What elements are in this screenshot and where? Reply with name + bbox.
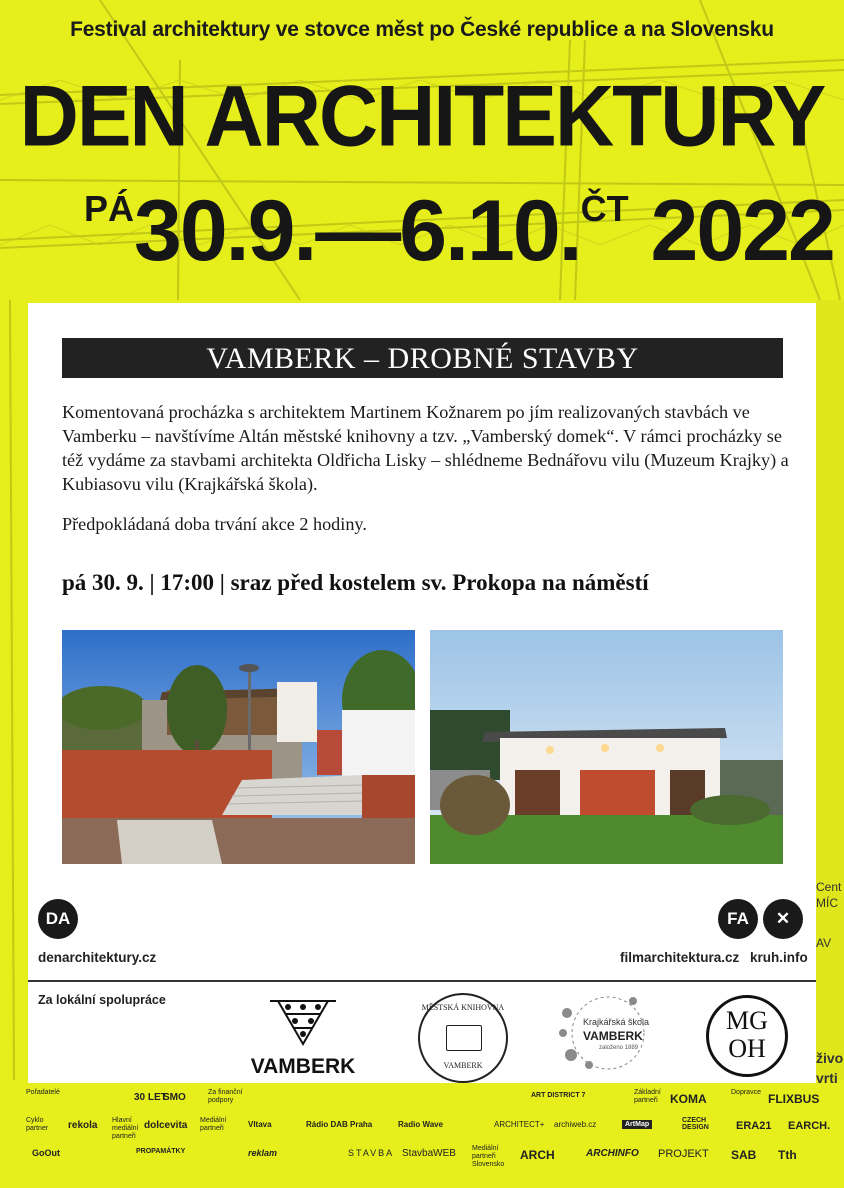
festival-year: 2022 xyxy=(650,183,834,279)
side-text-2: MÍC xyxy=(816,896,838,910)
sponsor-tth: Tth xyxy=(778,1148,797,1162)
lace-school-founded: založeno 1889 xyxy=(599,1045,639,1051)
sponsor-radio-wave: Radio Wave xyxy=(398,1120,444,1129)
photo-library-pavilion xyxy=(62,630,415,864)
sponsor-radio-dab: Rádio DAB Praha xyxy=(306,1120,373,1129)
side-text-3: AV xyxy=(816,936,832,950)
date-range: 30.9.—6.10. xyxy=(134,183,581,279)
festival-dates xyxy=(84,182,834,281)
sponsor-rekola: rekola xyxy=(68,1120,98,1131)
library-seal-bottom: VAMBERK xyxy=(443,1061,483,1070)
sponsor-vltava: Vltava xyxy=(248,1120,272,1129)
sponsor-sab: SAB xyxy=(731,1148,757,1162)
lace-school-name: Krajkářská škola xyxy=(583,1017,650,1027)
da-url-link[interactable]: denarchitektury.cz xyxy=(38,950,157,965)
close-x-logo[interactable]: ✕ xyxy=(763,899,803,939)
sponsor-dolcevita: dolcevita xyxy=(144,1120,188,1131)
label-cycle-partner: Cyklo partner xyxy=(26,1117,49,1132)
divider xyxy=(28,980,816,982)
label-media-partners-slovakia: Mediální partneři Slovensko xyxy=(472,1145,505,1168)
sponsor-propamatky: PROPAMÁTKY xyxy=(136,1148,186,1155)
kruh-url-link[interactable]: kruh.info xyxy=(750,950,808,965)
sponsor-koma: KOMA xyxy=(670,1092,707,1106)
local-partners-label: Za lokální spolupráce xyxy=(38,993,166,1007)
sponsor-smo: SMO xyxy=(163,1092,186,1103)
sponsor-archiweb: archiweb.cz xyxy=(554,1120,597,1129)
sponsor-row-3 xyxy=(26,1142,818,1168)
sponsor-archinfo: ARCHINFO xyxy=(586,1148,639,1159)
label-organizers: Pořadatelé xyxy=(26,1089,60,1096)
library-seal xyxy=(418,993,508,1083)
label-carrier: Dopravce xyxy=(731,1089,761,1096)
mgoh-bottom: OH xyxy=(728,1034,766,1063)
side-text-5: vrti xyxy=(816,1070,838,1086)
sponsor-earch: EARCH. xyxy=(788,1120,831,1132)
festival-title: DEN ARCHITEKTURY xyxy=(19,68,825,165)
label-basic-partners: Základní partneři xyxy=(634,1089,661,1104)
vamberk-logo-text: VAMBERK xyxy=(250,1055,356,1078)
year xyxy=(629,183,651,279)
label-financial-support: Za finanční podpory xyxy=(208,1089,243,1104)
event-duration: Předpokládaná doba trvání akce 2 hodiny. xyxy=(62,514,367,534)
sponsor-art-district: ART DISTRICT 7 xyxy=(531,1092,586,1099)
side-text-4: živo xyxy=(816,1050,844,1066)
sponsor-strip xyxy=(26,1086,831,1172)
da-logo[interactable]: DA xyxy=(38,899,78,939)
sponsor-arch: ARCH xyxy=(520,1148,555,1162)
sponsor-stavba: STAVBA xyxy=(348,1148,395,1158)
label-media-partners: Mediální partneři xyxy=(200,1117,227,1132)
sponsor-architect: ARCHITECT+ xyxy=(494,1120,545,1129)
sponsor-artmap: ArtMap xyxy=(622,1120,652,1129)
mgoh-top: MG xyxy=(726,1006,768,1035)
vamberk-hearts-icon xyxy=(233,996,373,1048)
lace-school-town: VAMBERK xyxy=(583,1029,643,1043)
lace-school-logo xyxy=(553,993,663,1073)
sponsor-goout: GoOut xyxy=(32,1148,60,1158)
fa-logo[interactable]: FA xyxy=(718,899,758,939)
event-schedule: pá 30. 9. | 17:00 | sraz před kostelem sv. Prokopa na náměstí xyxy=(62,570,649,595)
book-icon xyxy=(446,1025,482,1051)
event-heading: VAMBERK – DROBNÉ STAVBY xyxy=(62,338,783,378)
sponsor-era21: ERA21 xyxy=(736,1120,772,1132)
event-description-block xyxy=(62,400,792,552)
event-description: Komentovaná procházka s architektem Martinem Kožnarem po jím realizovaných stavbách ve Vamberku – navštívíme Altán městské knihovny a tzv. „Vamberský domek“. V rámci procházky se též vydáme za stavbami architekta Oldřicha Lisky – shlédneme Bednářovu vilu (Muzeum Krajky) a Kubiasovu vilu (Krajkářská škola). xyxy=(62,402,789,494)
sponsor-reklam: reklam xyxy=(248,1148,278,1158)
mgoh-logo xyxy=(706,995,788,1077)
side-text-1: Cent xyxy=(816,880,842,894)
event-card xyxy=(28,303,816,1083)
sponsor-row-1 xyxy=(26,1086,818,1112)
label-main-media: Hlavní mediální partneři xyxy=(112,1117,139,1140)
day-end: ČT xyxy=(580,188,629,229)
sponsor-czech-design: CZECH DESIGN xyxy=(682,1117,709,1131)
photo-vambersky-domek xyxy=(430,630,783,864)
sponsor-flixbus: FLIXBUS xyxy=(768,1092,820,1106)
sponsor-projekt: PROJEKT xyxy=(658,1148,709,1160)
festival-tagline: Festival architektury ve stovce měst po České republice a na Slovensku xyxy=(70,18,774,41)
library-seal-top: MĚSTSKÁ KNIHOVNA xyxy=(421,1003,505,1012)
day-start: PÁ xyxy=(84,188,135,229)
fa-url-link[interactable]: filmarchitektura.cz xyxy=(620,950,740,965)
sponsor-row-2 xyxy=(26,1114,831,1140)
sponsor-30let: 30 LET xyxy=(134,1092,167,1103)
vamberk-logo xyxy=(233,996,373,1076)
sponsor-stavbaweb: StavbaWEB xyxy=(402,1148,456,1159)
